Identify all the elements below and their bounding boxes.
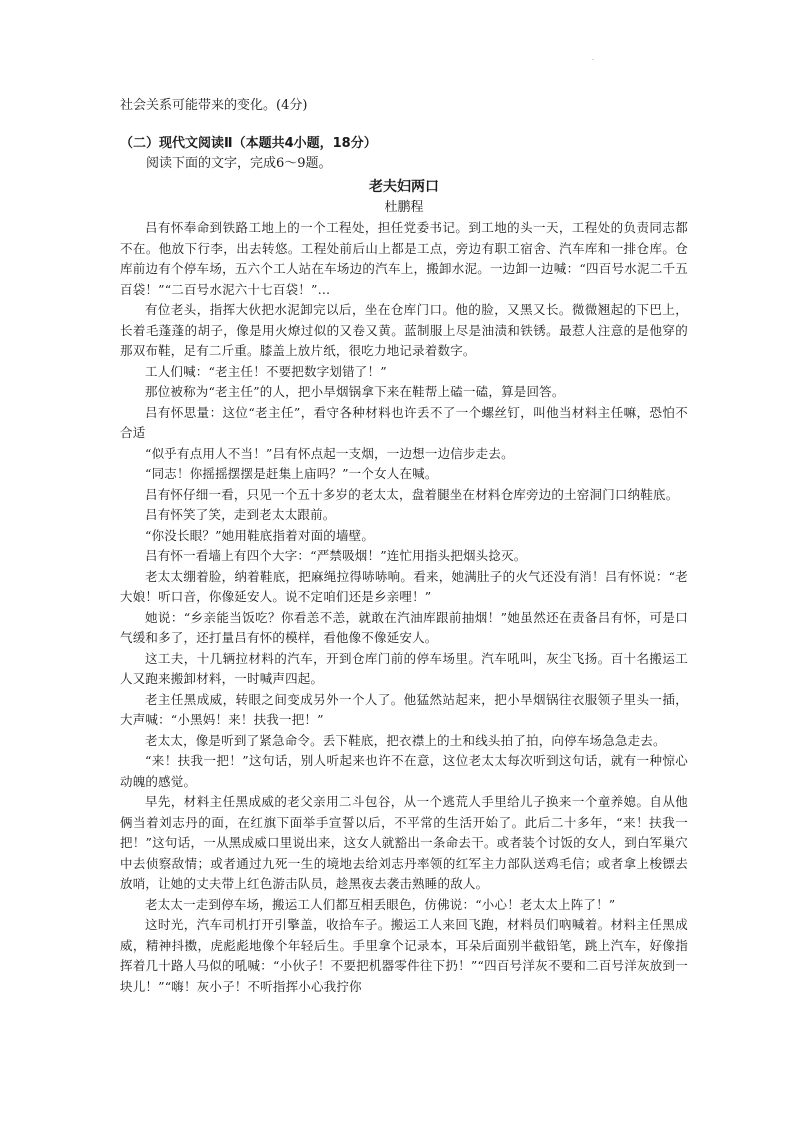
reading-instruction: 阅读下面的文字，完成6～9题。	[146, 156, 332, 171]
paragraph: 老太太，像是听到了紧急命令。丢下鞋底，把衣襟上的土和线头拍了拍，向停车场急急走去。	[145, 732, 666, 748]
paragraph: “同志！你摇摇摆摆是赶集上庙吗？”一个女人在喊。	[145, 466, 438, 481]
paragraph: 吕有怀一看墙上有四个大字：“严禁吸烟！”连忙用指头把烟头捻灭。	[145, 548, 527, 563]
paragraph: 那位被称为“老主任”的人，把小旱烟锅拿下来在鞋帮上磕一磕，算是回答。	[145, 384, 565, 399]
paragraph: “你没长眼？”她用鞋底指着对面的墙壁。	[145, 527, 375, 543]
paragraph: 老太太一走到停车场，搬运工人们都互相丢眼色，仿佛说：“小心！老太太上阵了！”	[145, 896, 616, 912]
paragraph: “来！扶我一把！”这句话，别人听起来也许不在意，这位老太太每次听到这句话，就有一种惊心动魄的感觉。	[120, 753, 688, 789]
paragraph: 老太太绷着脸，纳着鞋底，把麻绳拉得哧哧响。看来，她满肚子的火气还没有消！吕有怀说：“老大娘！听口音，你像延安人。说不定咱们还是乡亲哩！”	[120, 568, 688, 604]
paragraph: 工人们喊：“老主任！不要把数字划错了！”	[145, 363, 387, 379]
article-body	[120, 218, 688, 997]
paragraph: 老主任黑成威，转眼之间变成另外一个人了。他猛然站起来，把小旱烟锅往衣服领子里头一插，大声喊：“小黑妈！来！扶我一把！”	[120, 691, 688, 727]
corner-mark: ·	[591, 56, 594, 64]
article-title: 老夫妇两口	[369, 179, 439, 195]
paragraph: 有位老头，指挥大伙把水泥卸完以后，坐在仓库门口。他的脸，又黑又长。微微翘起的下巴上，长着毛蓬蓬的胡子，像是用火燎过似的又卷又黄。蓝制服上尽是油渍和铁锈。最惹人注意的是他穿的那双布鞋，足有二斤重。膝盖上放片纸，很吃力地记录着数字。	[120, 302, 688, 358]
paragraph: 吕有怀奉命到铁路工地上的一个工程处，担任党委书记。到工地的头一天，工程处的负责同志都不在。他放下行李，出去转悠。工程处前后山上都是工点，旁边有职工宿舍、汽车库和一排仓库。仓库前边有个停车场，五六个工人站在车场边的汽车上，搬卸水泥。一边卸一边喊：“四百号水泥二千五百袋！”“二百号水泥六十七百袋！”…	[120, 220, 688, 297]
paragraph: 这时光，汽车司机打开引擎盖，收拾车子。搬运工人来回飞跑，材料员们吶喊着。材料主任黑成威，精神抖擞，虎彪彪地像个年轻后生。手里拿个记录本，耳朵后面别半截铅笔，跳上汽车，好像指挥着几十路人马似的吼喊：“小伙子！不要把机器零件往下扔！”“四百号洋灰不要和二百号洋灰放到一块儿！”“嗨！灰小子！不听指挥小心我拧你	[120, 917, 688, 994]
paragraph: 早先，材料主任黑成威的老父亲用二斗包谷，从一个逃荒人手里给儿子换来一个童养媳。自从他俩当着刘志丹的面，在红旗下面举手宣誓以后，不平常的生活开始了。此后二十多年，“来！扶我一把！”这句话，一从黑成威口里说出来，这女人就豁出一条命去干。或者装个讨饭的女人，到白军巢穴中去侦察敌情；或者通过九死一生的境地去给刘志丹率领的红军主力部队送鸡毛信；或者拿上梭镖去放哨，让她的丈夫带上红色游击队员，趁黑夜去袭击熟睡的敌人。	[120, 794, 688, 891]
paragraph: 吕有怀笑了笑，走到老太太跟前。	[145, 507, 336, 522]
paragraph: “似乎有点用人不当！”吕有怀点起一支烟，一边想一边信步走去。	[145, 445, 514, 461]
paragraph: 这工夫，十几辆拉材料的汽车，开到仓库门前的停车场里。汽车吼叫，灰尘飞扬。百十名搬运工人又跑来搬卸材料，一时喊声四起。	[120, 650, 688, 686]
article-author: 杜鹏程	[384, 200, 424, 215]
paragraph: 吕有怀思量：这位“老主任”，看守各种材料也许丢不了一个螺丝钉，叫他当材料主任嘛，恐怕不合适	[120, 404, 688, 440]
section-heading: （二）现代文阅读Ⅱ（本题共4小题，18分）	[120, 136, 377, 151]
paragraph: 她说：“乡亲能当饭吃？你看恙不恙，就敢在汽油库跟前抽烟！”她虽然还在责备吕有怀，可是口气缓和多了，还打量吕有怀的模样，看他像不像延安人。	[120, 609, 688, 645]
previous-question-tail: 社会关系可能带来的变化。(4分)	[120, 98, 308, 113]
paragraph: 吕有怀仔细一看，只见一个五十多岁的老太太，盘着腿坐在材料仓库旁边的土窑洞门口纳鞋底。	[145, 486, 679, 502]
